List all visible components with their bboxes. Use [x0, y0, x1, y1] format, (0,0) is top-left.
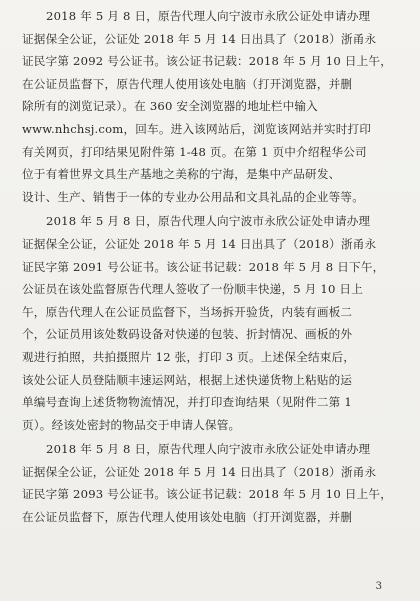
text-line: 在公证员监督下，原告代理人使用该处电脑（打开浏览器，并删: [22, 510, 353, 525]
text-line: 证据保全公证，公证处 2018 年 5 月 14 日出具了（2018）浙甬永: [22, 464, 377, 479]
text-line: 单编号查询上述货物物流情况，并打印查询结果（见附件二第 1: [22, 395, 352, 410]
text-line: 2018 年 5 月 8 日，原告代理人向宁波市永欣公证处申请办理: [46, 214, 371, 229]
paragraph-3: [22, 438, 402, 528]
text-line: www.nhchsj.com，回车。进入该网站后，浏览该网站并实时打印: [22, 121, 372, 136]
text-line: 午，原告代理人在公证员监督下，当场拆开验货，内装有画板二: [22, 304, 353, 319]
text-line: 该处公证人员登陆顺丰速运网站，根据上述快递货物上粘贴的运: [22, 372, 353, 387]
text-line: 证民字第 2093 号公证书。该公证书记载：2018 年 5 月 10 日上午，: [22, 487, 393, 502]
text-line: 在公证员监督下，原告代理人使用该处电脑（打开浏览器，并删: [22, 76, 353, 91]
text-line: 证民字第 2092 号公证书。该公证书记载：2018 年 5 月 10 日上午，: [22, 54, 393, 69]
text-line: 证据保全公证，公证处 2018 年 5 月 14 日出具了（2018）浙甬永: [22, 31, 377, 46]
text-line: 证据保全公证，公证处 2018 年 5 月 14 日出具了（2018）浙甬永: [22, 236, 377, 251]
text-line: 有关网页，打印结果见附件第 1-48 页。在第 1 页中介绍程华公司: [22, 144, 367, 159]
page-number: 3: [375, 581, 382, 592]
paragraph-2: [22, 210, 402, 436]
paragraph-1: [22, 5, 402, 208]
text-line: 设计、生产、销售于一体的专业办公用品和文具礼品的企业等等。: [22, 189, 365, 204]
text-line: 除所有的浏览记录）。在 360 安全浏览器的地址栏中输入: [22, 99, 318, 114]
text-line: 个，公证员用该处数码设备对快递的包装、折封情况、画板的外: [22, 327, 353, 342]
text-line: 2018 年 5 月 8 日，原告代理人向宁波市永欣公证处申请办理: [46, 9, 371, 23]
text-line: 页）。经该处密封的物品交于申请人保管。: [22, 417, 241, 432]
text-line: 观进行拍照，共拍摄照片 12 张，打印 3 页。上述保全结束后，: [22, 349, 356, 364]
text-line: 2018 年 5 月 8 日，原告代理人向宁波市永欣公证处申请办理: [46, 442, 371, 457]
text-line: 证民字第 2091 号公证书。该公证书记载：2018 年 5 月 8 日下午，: [22, 259, 385, 274]
text-line: 位于有着世界文具生产基地之美称的宁海，是集中产品研发、: [22, 167, 341, 182]
text-line: 公证员在该处监督原告代理人签收了一份顺丰快递，5 月 10 日上: [22, 282, 364, 297]
